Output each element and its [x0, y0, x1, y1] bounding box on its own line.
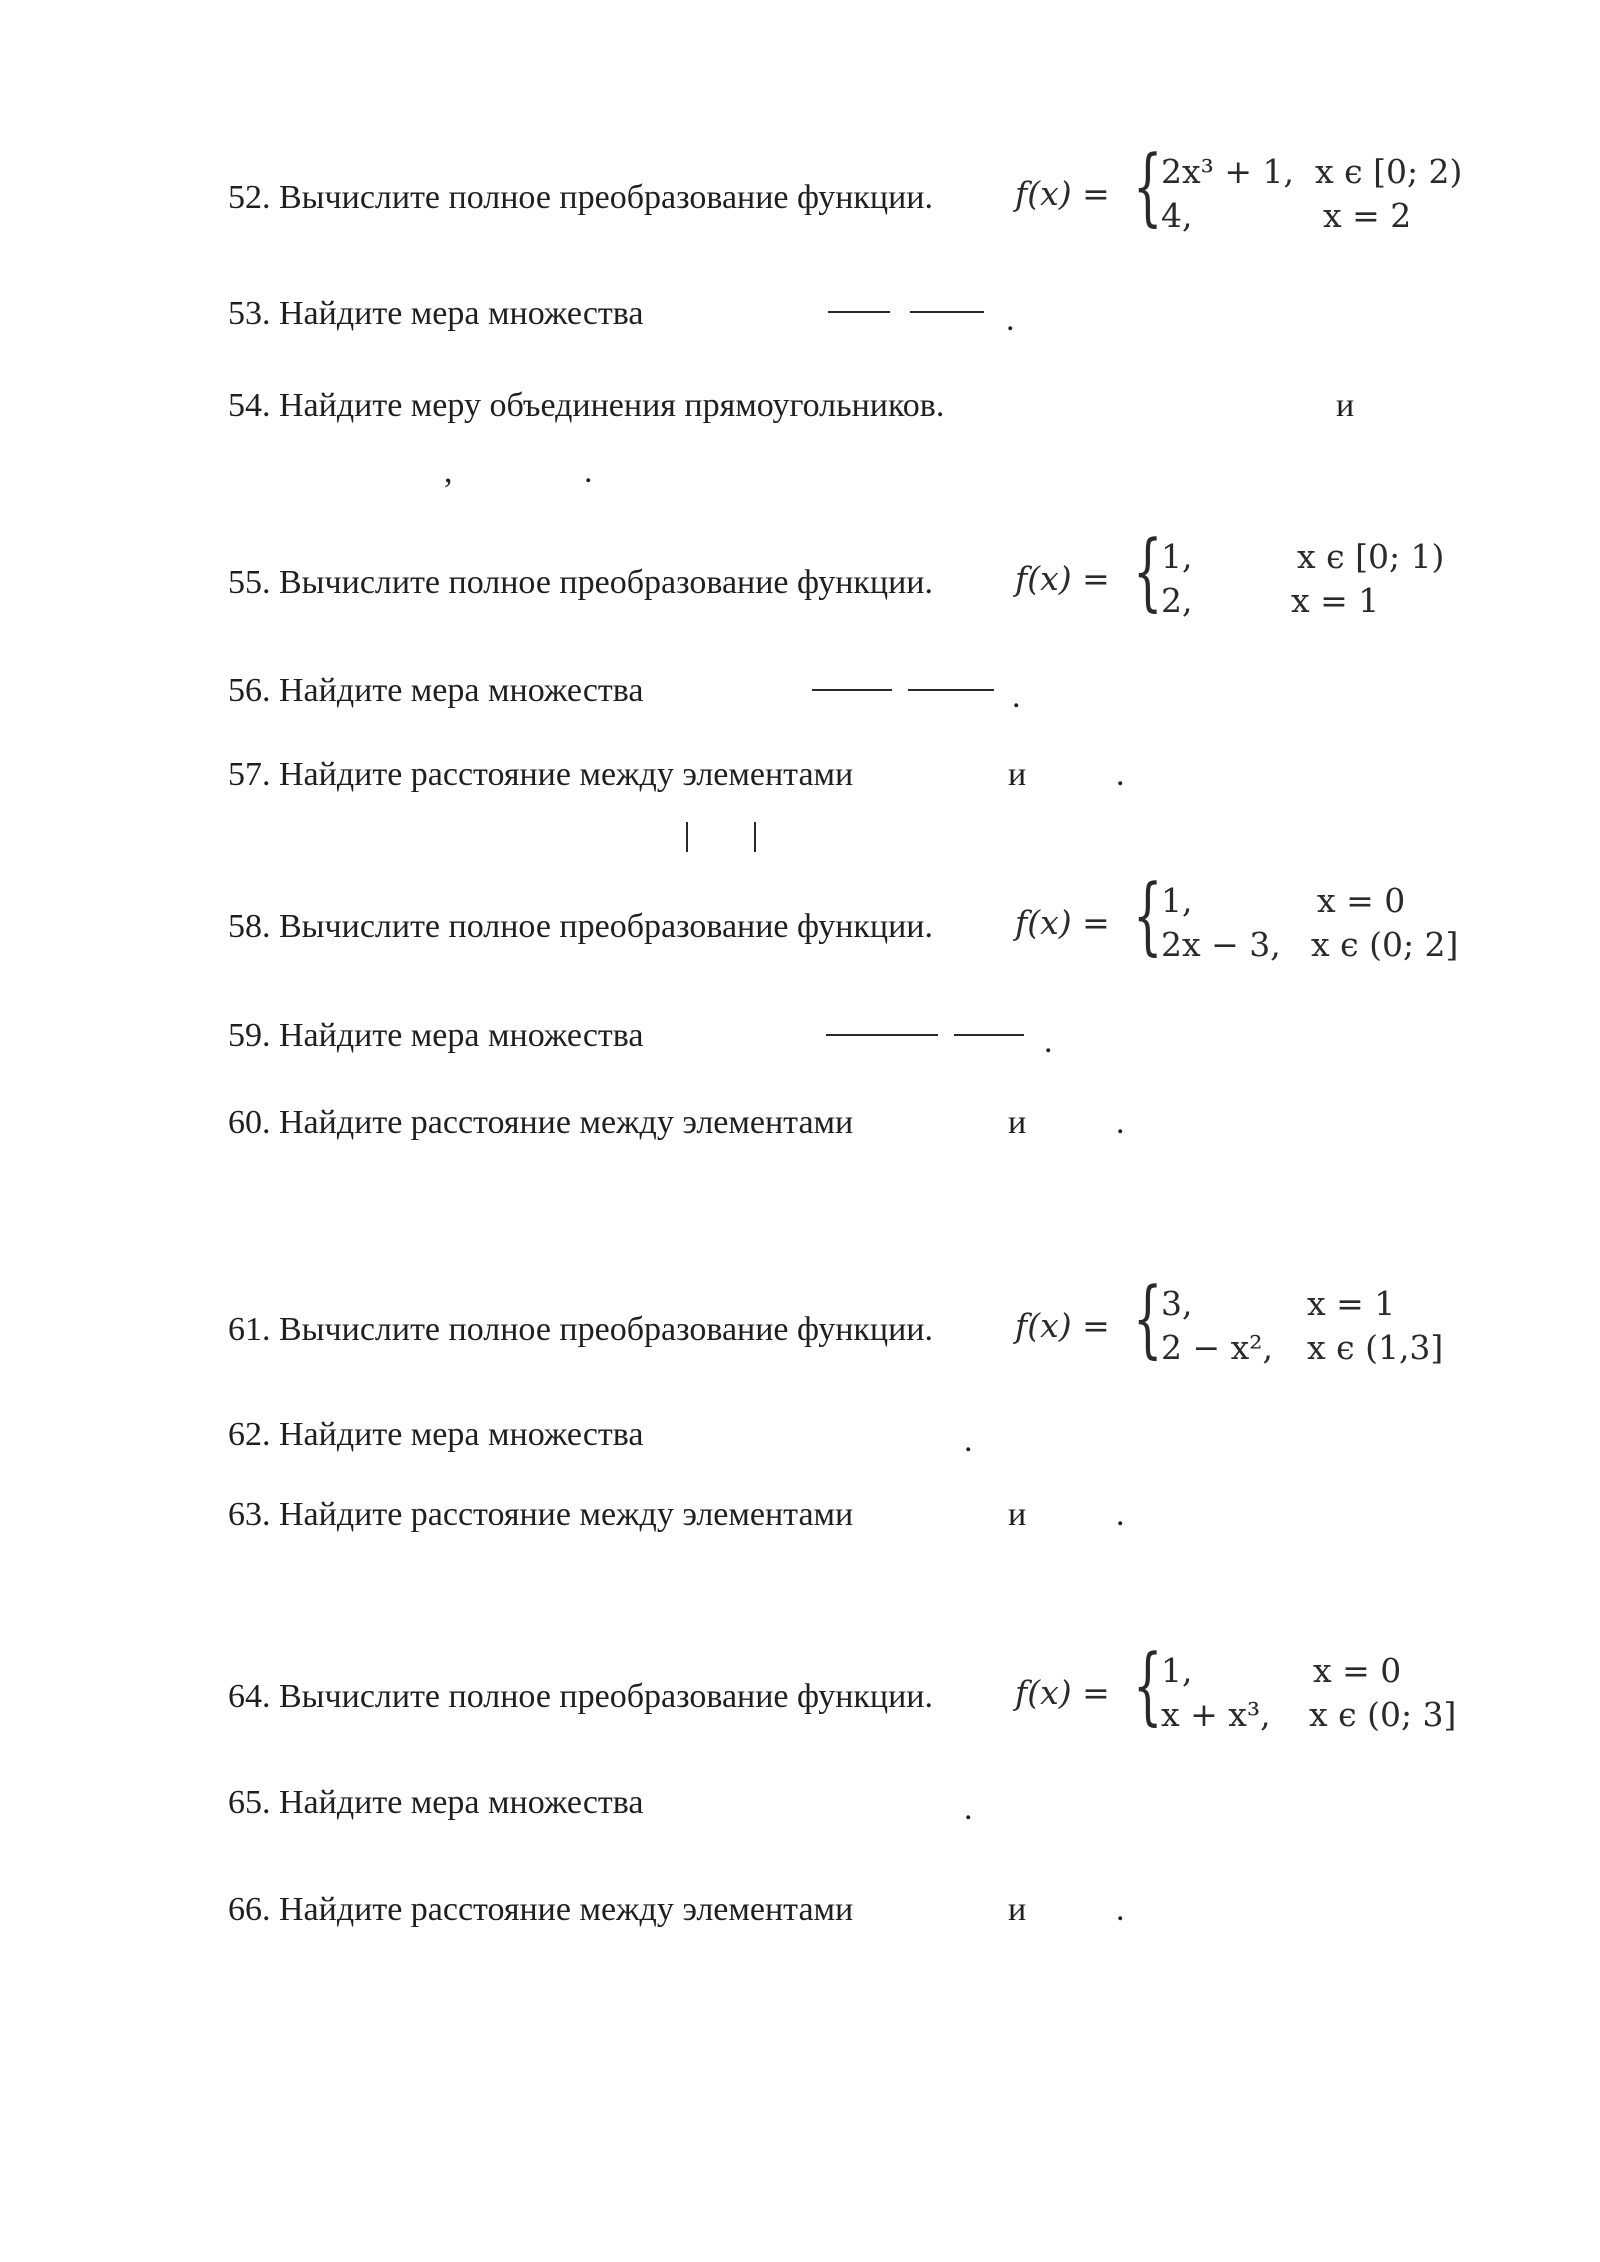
period: . [964, 1422, 973, 1459]
problem-52 [228, 178, 933, 218]
problem-text: Найдите мера множества [279, 295, 644, 332]
period: . [1116, 1891, 1125, 1928]
case-1-value: 1, [1161, 537, 1193, 576]
case-2-condition: x = 1 [1291, 581, 1380, 620]
case-2-condition: x ϵ (1,3] [1307, 1328, 1444, 1367]
problem-text: Найдите мера множества [279, 1017, 644, 1054]
fraction-bar [828, 311, 890, 313]
problem-number: 62. [228, 1416, 271, 1453]
problem-number: 64. [228, 1678, 271, 1715]
problem-57 [228, 755, 853, 795]
case-2-value: 4, [1161, 196, 1193, 235]
problem-number: 53. [228, 295, 271, 332]
case-2-condition: x ϵ (0; 2] [1311, 925, 1459, 964]
conjunction: и [1336, 387, 1355, 424]
problem-text: Найдите расстояние между элементами [279, 1496, 854, 1533]
period: . [1006, 301, 1015, 338]
problem-number: 60. [228, 1104, 271, 1141]
problem-55 [228, 563, 933, 603]
case-2-value: x + x³, [1161, 1695, 1271, 1734]
case-2-condition: x ϵ (0; 3] [1309, 1695, 1457, 1734]
problem-64 [228, 1677, 933, 1717]
problem-54 [228, 386, 944, 426]
problem-number: 65. [228, 1784, 271, 1821]
left-brace: { [1133, 866, 1163, 964]
conjunction: и [1008, 1104, 1027, 1141]
problem-number: 55. [228, 564, 271, 601]
problem-number: 56. [228, 672, 271, 709]
left-brace: { [1133, 1269, 1163, 1367]
period: . [1116, 1496, 1125, 1533]
problem-number: 66. [228, 1891, 271, 1928]
problem-65 [228, 1783, 643, 1823]
norm-bar [686, 822, 688, 852]
problem-number: 58. [228, 908, 271, 945]
problem-number: 52. [228, 179, 271, 216]
case-1-condition: x = 0 [1313, 1651, 1402, 1690]
problem-text: Вычислите полное преобразование функции. [279, 1311, 934, 1348]
formula-lhs: f(x) = [1015, 1306, 1110, 1345]
case-1-value: 1, [1161, 881, 1193, 920]
problem-text: Вычислите полное преобразование функции. [279, 1678, 934, 1715]
problem-62 [228, 1415, 643, 1455]
problem-text: Найдите меру объединения прямоугольников. [279, 387, 945, 424]
case-1-condition: x ϵ [0; 1) [1297, 537, 1445, 576]
case-1-value: 1, [1161, 1651, 1193, 1690]
problem-66 [228, 1890, 853, 1930]
left-brace: { [1133, 137, 1163, 235]
fraction-bar [910, 311, 984, 313]
period: . [1116, 756, 1125, 793]
period: . [1116, 1104, 1125, 1141]
fraction-bar [954, 1034, 1024, 1036]
formula-lhs: f(x) = [1015, 559, 1110, 598]
period: . [1044, 1023, 1053, 1060]
case-1-value: 3, [1161, 1284, 1193, 1323]
problem-60 [228, 1103, 853, 1143]
problem-53 [228, 294, 643, 334]
formula-lhs: f(x) = [1015, 903, 1110, 942]
problem-text: Найдите расстояние между элементами [279, 1104, 854, 1141]
problem-number: 57. [228, 756, 271, 793]
left-brace: { [1133, 1636, 1163, 1734]
problem-number: 61. [228, 1311, 271, 1348]
case-2-value: 2x − 3, [1161, 925, 1281, 964]
problem-59 [228, 1016, 643, 1056]
period: . [1012, 678, 1021, 715]
case-2-value: 2, [1161, 581, 1193, 620]
problem-text: Найдите мера множества [279, 1416, 644, 1453]
fraction-bar [826, 1034, 938, 1036]
comma: , [444, 453, 453, 490]
period: . [964, 1790, 973, 1827]
problem-61 [228, 1310, 933, 1350]
formula-lhs: f(x) = [1015, 1673, 1110, 1712]
conjunction: и [1008, 1496, 1027, 1533]
problem-text: Найдите мера множества [279, 1784, 644, 1821]
period: . [584, 453, 593, 490]
problem-text: Найдите мера множества [279, 672, 644, 709]
case-2-value: 2 − x², [1161, 1328, 1273, 1367]
case-1-condition: x = 0 [1317, 881, 1406, 920]
case-2-condition: x = 2 [1323, 196, 1412, 235]
case-1-value: 2x³ + 1, [1161, 152, 1294, 191]
problem-number: 63. [228, 1496, 271, 1533]
problem-number: 59. [228, 1017, 271, 1054]
conjunction: и [1008, 1891, 1027, 1928]
norm-bar [754, 822, 756, 852]
problem-text: Вычислите полное преобразование функции. [279, 564, 934, 601]
problem-63 [228, 1495, 853, 1535]
problem-text: Вычислите полное преобразование функции. [279, 179, 934, 216]
problem-text: Найдите расстояние между элементами [279, 1891, 854, 1928]
problem-text: Найдите расстояние между элементами [279, 756, 854, 793]
fraction-bar [812, 689, 892, 691]
case-1-condition: x ϵ [0; 2) [1315, 152, 1463, 191]
problem-56 [228, 671, 643, 711]
formula-lhs: f(x) = [1015, 174, 1110, 213]
problem-text: Вычислите полное преобразование функции. [279, 908, 934, 945]
left-brace: { [1133, 522, 1163, 620]
conjunction: и [1008, 756, 1027, 793]
problem-number: 54. [228, 387, 271, 424]
case-1-condition: x = 1 [1307, 1284, 1396, 1323]
fraction-bar [908, 689, 994, 691]
problem-58 [228, 907, 933, 947]
